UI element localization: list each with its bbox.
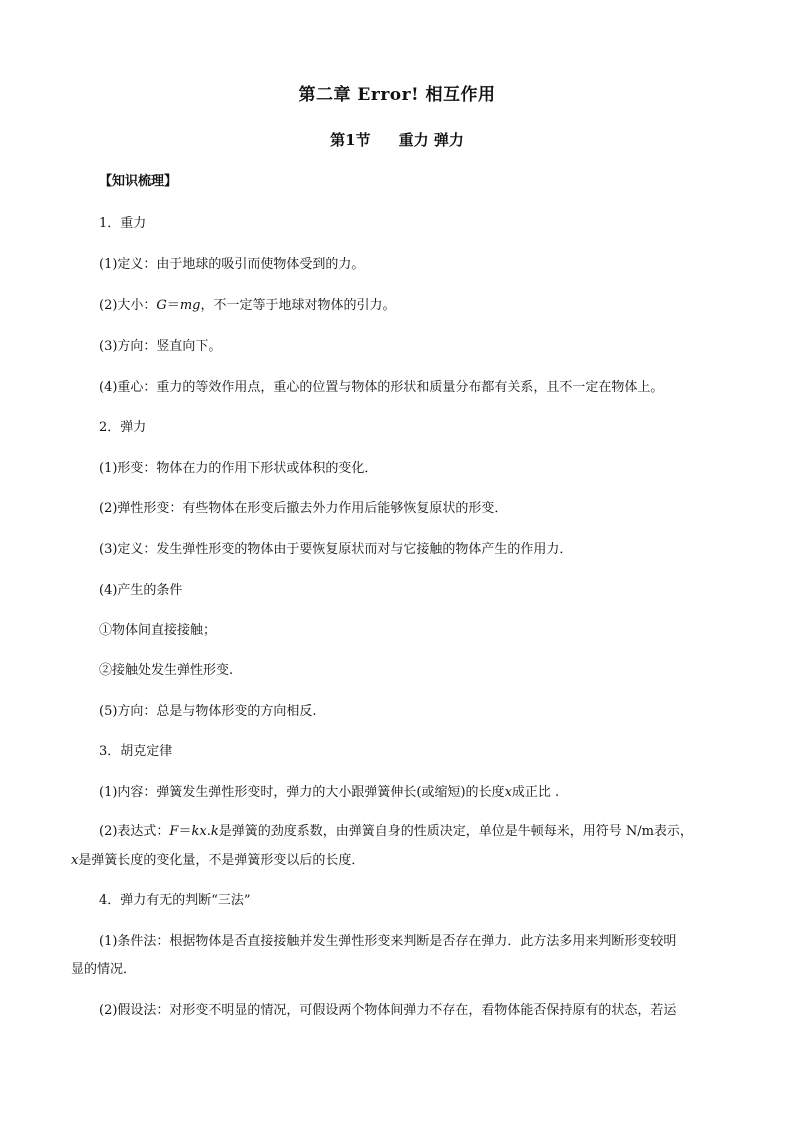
heading-three-methods: 4．弹力有无的判断“三法” (99, 893, 251, 908)
deformation: (1)形变：物体在力的作用下形状或体积的变化． (99, 461, 378, 476)
hooke-content: (1)内容：弹簧发生弹性形变时，弹力的大小跟弹簧伸长(或缩短)的长度x成正比 . (99, 785, 560, 800)
hooke-expression-cont: x是弹簧长度的变化量，不是弹簧形变以后的长度． (71, 853, 365, 868)
knowledge-heading: 【知识梳理】 (99, 174, 178, 189)
condition-2: ②接触处发生弹性形变. (99, 663, 234, 678)
gravity-direction: (3)方向：竖直向下。 (99, 339, 222, 354)
center-of-gravity: (4)重心：重力的等效作用点，重心的位置与物体的形状和质量分布都有关系，且不一定在物体上。 (99, 380, 664, 395)
elastic-direction: (5)方向：总是与物体形变的方向相反. (99, 704, 317, 719)
conditions-heading: (4)产生的条件 (99, 583, 183, 598)
condition-method-cont: 显的情况． (71, 962, 137, 977)
heading-hookes-law: 3．胡克定律 (99, 744, 173, 759)
elastic-force-definition: (3)定义：发生弹性形变的物体由于要恢复原状而对与它接触的物体产生的作用力． (99, 542, 573, 557)
section-number: 第1节 (330, 131, 371, 149)
section-title (0, 129, 794, 150)
assumption-method: (2)假设法：对形变不明显的情况，可假设两个物体间弹力不存在，看物体能否保持原有的状态，若运 (99, 1003, 677, 1018)
heading-gravity: 1．重力 (99, 216, 147, 231)
elastic-deformation: (2)弹性形变：有些物体在形变后撤去外力作用后能够恢复原状的形变． (99, 501, 508, 516)
section-name: 重力 弹力 (398, 131, 464, 149)
condition-1: ①物体间直接接触； (99, 623, 217, 638)
gravity-magnitude: (2)大小：G＝mg，不一定等于地球对物体的引力。 (99, 298, 396, 313)
gravity-definition: (1)定义：由于地球的吸引而使物体受到的力。 (99, 257, 365, 272)
chapter-title: 第二章 Error! 相互作用 (298, 85, 496, 105)
heading-elastic-force: 2．弹力 (99, 420, 147, 435)
hooke-expression: (2)表达式：F＝kx.k是弹簧的劲度系数，由弹簧自身的性质决定，单位是牛顿每米，用符号 N/m表示， (99, 824, 693, 839)
condition-method: (1)条件法：根据物体是否直接接触并发生弹性形变来判断是否存在弹力．此方法多用来判断形变较明 (99, 934, 677, 949)
